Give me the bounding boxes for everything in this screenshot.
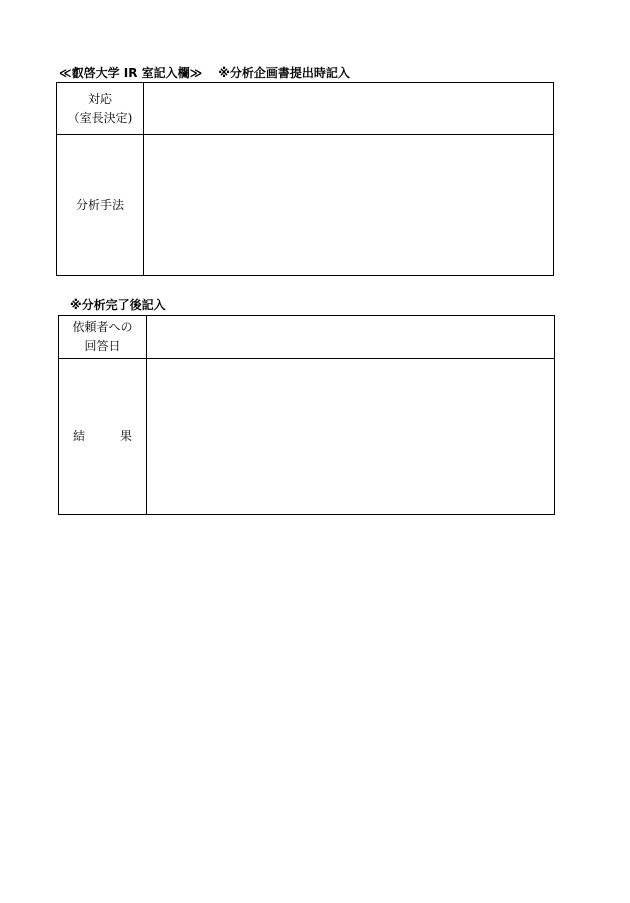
reply-date-label <box>59 316 147 359</box>
table-row <box>59 359 555 515</box>
table-row <box>57 83 554 135</box>
result-entry-table <box>58 315 555 515</box>
response-label-line2: （室長決定) <box>67 110 133 125</box>
reply-date-label-line1: 依頼者への <box>72 320 133 334</box>
result-label-char1: 結 <box>73 429 86 443</box>
analysis-method-label-text: 分析手法 <box>75 197 124 212</box>
response-field[interactable] <box>144 83 554 135</box>
reply-date-label-line2: 回答日 <box>84 339 121 353</box>
result-section-heading: ※分析完了後記入 <box>70 298 166 312</box>
analysis-method-label <box>57 135 144 276</box>
ir-entry-table <box>56 82 554 276</box>
result-label <box>59 359 147 515</box>
table-row <box>57 135 554 276</box>
response-label-line1: 対応 <box>87 91 112 106</box>
reply-date-field[interactable] <box>147 316 555 359</box>
response-label <box>57 83 144 135</box>
result-label-char2: 果 <box>119 429 132 443</box>
table-row <box>59 316 555 359</box>
ir-section-heading <box>59 66 350 80</box>
ir-section-title: ≪叡啓大学 IR 室記入欄≫ <box>59 66 203 80</box>
ir-section-note: ※分析企画書提出時記入 <box>218 66 350 80</box>
result-field[interactable] <box>147 359 555 515</box>
analysis-method-field[interactable] <box>144 135 554 276</box>
